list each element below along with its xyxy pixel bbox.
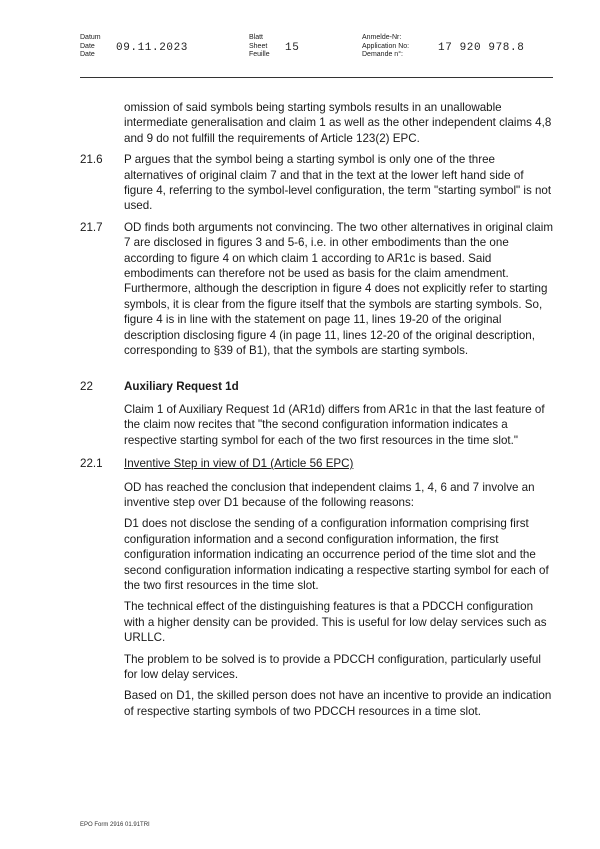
section-number: 22.1 [80, 457, 103, 471]
document-body [80, 100, 554, 719]
section-22-1 [80, 456, 554, 719]
section-number: 22 [80, 379, 93, 393]
paragraph-text: OD finds both arguments not convincing. The two other alternatives in original claim 7 are disclosed in figures 3 and 5-6, i.e. in other embodiments than the one according to figure 4 on which claim 1 according to AR1c is based. Said embodiments can therefore not be used as basis for the claim amendment. Furthermore, although the description in figure 4 does not explicitly refer to starting symbols, it is clear from the figure itself that the symbols are starting symbols. So, figure 4 is in line with the statement on page 11, lines 19-20 of the original description disclosing figure 4 (in page 11, lines 12-20 of the original description, corresponding to §39 of B1), that the symbols are starting symbols. [124, 220, 553, 358]
sheet-labels [249, 34, 270, 60]
date-label-de: Datum [80, 34, 101, 41]
paragraph-text: D1 does not disclose the sending of a configuration information comprising first configuration information and a second configuration information, the first configuration information indicating an occurrence period of the time slot and the second configuration information indicating a respective starting symbol for each of the two first resources in the time slot. [124, 517, 549, 592]
application-labels [362, 34, 409, 60]
application-label-en: Application No: [362, 42, 410, 50]
application-number: 17 920 978.8 [438, 42, 525, 54]
form-footer: EPO Form 2916 01.91TRI [80, 822, 150, 828]
date-labels [80, 34, 101, 60]
application-label-de: Anmelde-Nr: [362, 34, 402, 41]
section-number: 21.6 [80, 153, 103, 167]
sheet-label-fr: Feuille [249, 51, 270, 59]
paragraph-text: Claim 1 of Auxiliary Request 1d (AR1d) differs from AR1c in that the last feature of the claim now recites that "the second configuration information indicates a respective starting symbol for each of the two first resources in the time slot." [124, 402, 545, 447]
paragraph-text: P argues that the symbol being a starting symbol is only one of the three alternatives of original claim 7 and that in the text at the lower left hand side of figure 4, referring to the symbol-level configuration, the term "starting symbol" is not used. [124, 153, 552, 213]
section-22 [80, 379, 554, 449]
section-heading: Inventive Step in view of D1 (Article 56 EPC) [124, 457, 354, 471]
page-header [0, 0, 600, 80]
sheet-label-de: Blatt [249, 34, 264, 41]
paragraph-text: The technical effect of the distinguishing features is that a PDCCH configuration with a higher density can be provided. This is useful for low delay services such as URLLC. [124, 600, 547, 645]
date-label-en: Date [80, 42, 95, 50]
section-number: 21.7 [80, 220, 103, 234]
sheet-label-en: Sheet [249, 42, 268, 50]
section-21-6 [80, 152, 554, 214]
date-label-fr: Date [80, 51, 95, 59]
paragraph-text: omission of said symbols being starting symbols results in an unallowable intermediate generalisation and claim 1 as well as the other independent claims 4,8 and 9 do not fulfill the requirements of Article 123(2) EPC. [124, 101, 552, 145]
application-label-fr: Demande n°: [362, 51, 403, 59]
date-value: 09.11.2023 [116, 42, 189, 54]
paragraph-text: OD has reached the conclusion that independent claims 1, 4, 6 and 7 involve an inventive step over D1 because of the following reasons: [124, 480, 535, 509]
section-heading: Auxiliary Request 1d [124, 379, 239, 393]
paragraph-text: The problem to be solved is to provide a PDCCH configuration, particularly useful for low delay services. [124, 652, 541, 681]
section-21-7 [80, 220, 554, 359]
continued-paragraph [80, 100, 554, 146]
paragraph-text: Based on D1, the skilled person does not have an incentive to provide an indication of respective starting symbols of two PDCCH resources in a time slot. [124, 689, 552, 718]
header-divider [80, 77, 553, 78]
sheet-value: 15 [285, 42, 300, 54]
